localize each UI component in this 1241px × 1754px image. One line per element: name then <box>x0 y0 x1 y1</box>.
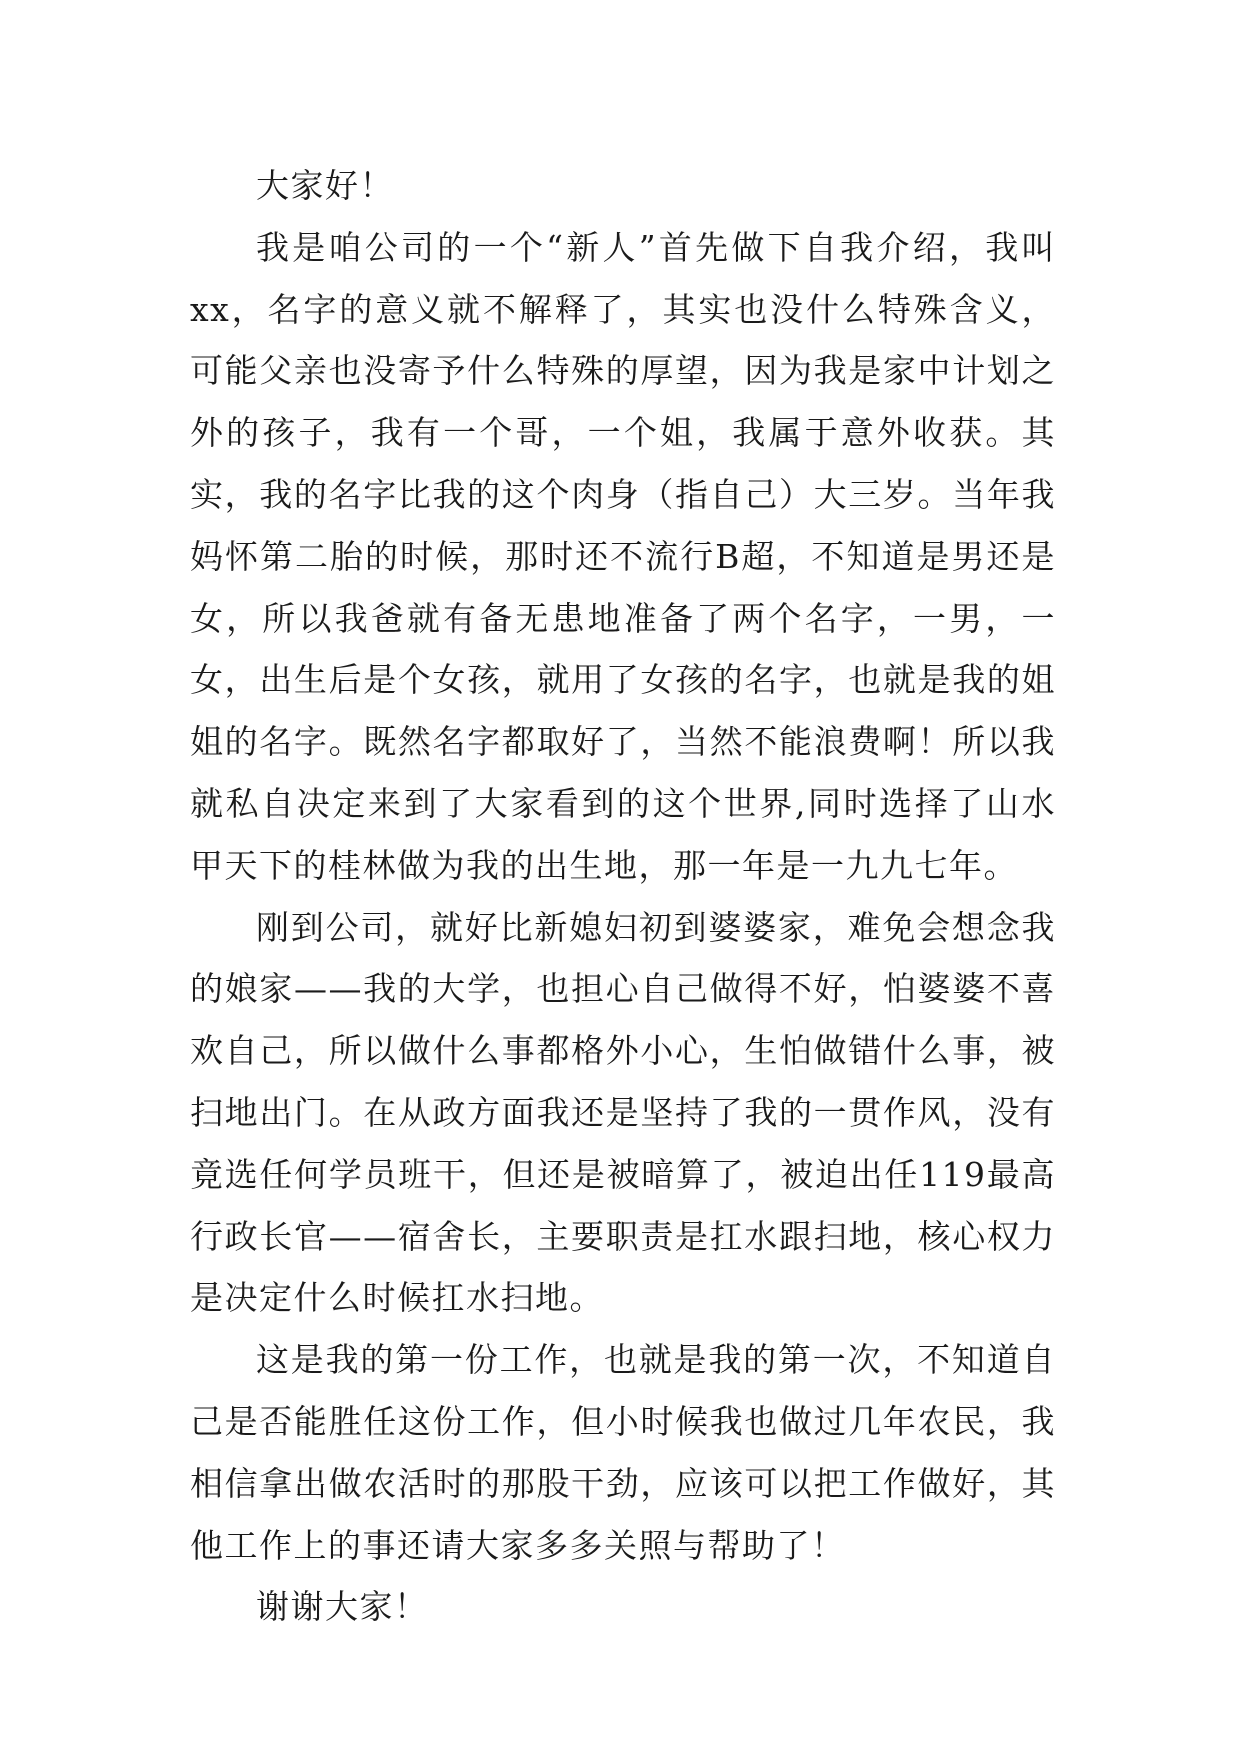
first-job-paragraph: 这是我的第一份工作，也就是我的第一次，不知道自己是否能胜任这份工作，但小时候我也做过几年农民，我相信拿出做农活时的那股干劲，应该可以把工作做好，其他工作上的事还请大家多多关照与帮助了！ <box>190 1340 1056 1565</box>
greeting-paragraph: 大家好！ <box>256 166 394 205</box>
company-experience-paragraph: 刚到公司，就好比新媳妇初到婆婆家，难免会想念我的娘家——我的大学，也担心自己做得不好，怕婆婆不喜欢自己，所以做什么事都格外小心，生怕做错什么事，被扫地出门。在从政方面我还是坚持了我的一贯作风，没有竟选任何学员班干，但还是被暗算了，被迫出任119最高行政长官——宿舍长，主要职责是扛水跟扫地，核心权力是决定什么时候扛水扫地。 <box>190 907 1056 1318</box>
document-body <box>190 155 1056 1638</box>
self-introduction-paragraph: 我是咱公司的一个“新人”首先做下自我介绍，我叫xx，名字的意义就不解释了，其实也没什么特殊含义，可能父亲也没寄予什么特殊的厚望，因为我是家中计划之外的孩子，我有一个哥，一个姐，我属于意外收获。其实，我的名字比我的这个肉身（指自己）大三岁。当年我妈怀第二胎的时候，那时还不流行B超，不知道是男还是女，所以我爸就有备无患地准备了两个名字，一男，一女，出生后是个女孩，就用了女孩的名字，也就是我的姐姐的名字。既然名字都取好了，当然不能浪费啊！所以我就私自决定来到了大家看到的这个世界,同时选择了山水甲天下的桂林做为我的出生地，那一年是一九九七年。 <box>190 227 1056 885</box>
closing-paragraph: 谢谢大家！ <box>256 1587 429 1627</box>
